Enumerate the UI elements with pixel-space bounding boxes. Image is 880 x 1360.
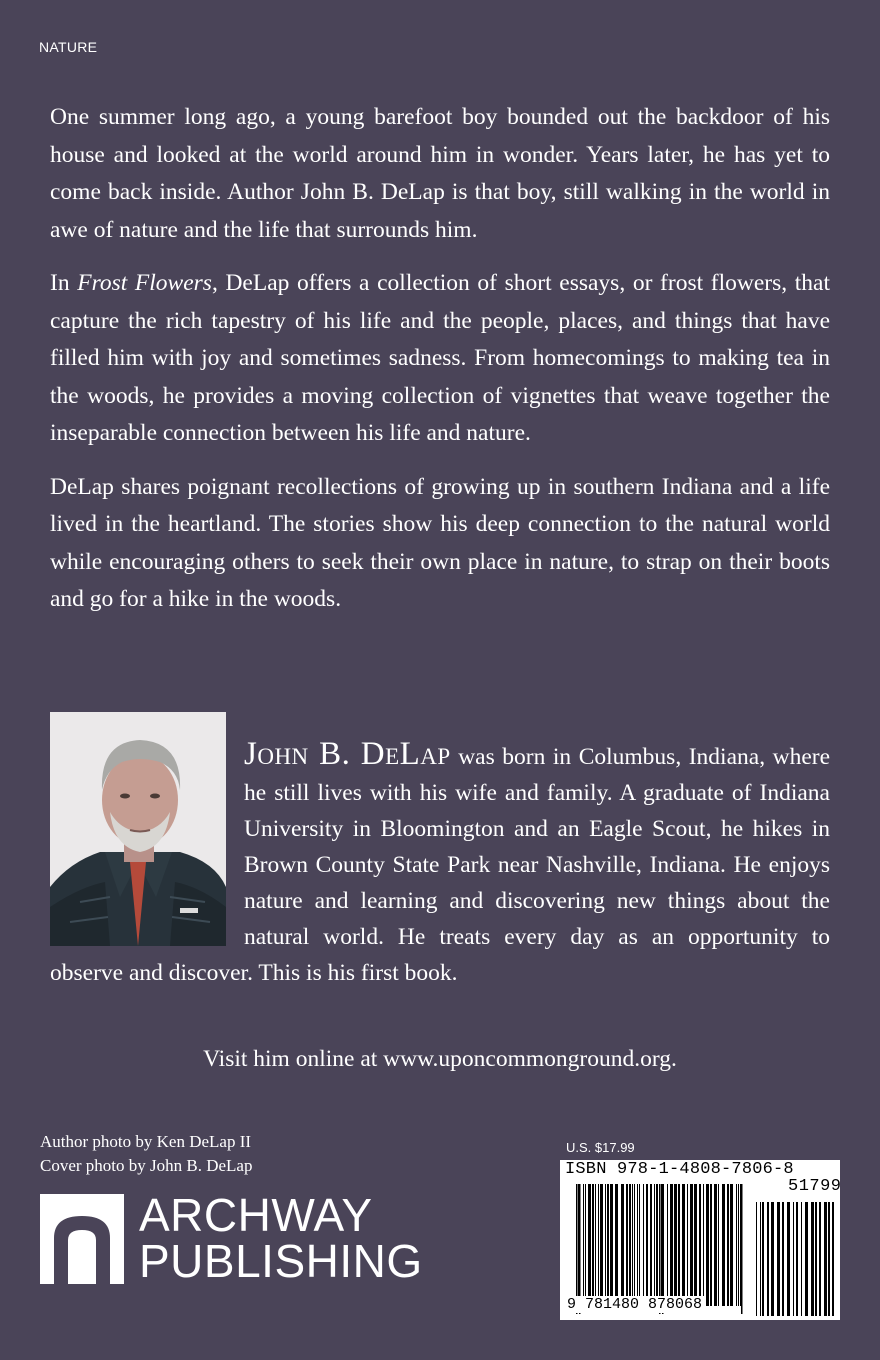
barcode-guard-bar <box>659 1184 661 1314</box>
barcode-bar <box>801 1202 802 1316</box>
barcode-bar <box>626 1184 628 1306</box>
barcode-bar <box>592 1184 594 1306</box>
barcode-bar <box>605 1184 606 1306</box>
barcode-bar <box>714 1184 717 1306</box>
barcode-bar <box>694 1184 697 1306</box>
barcode-bar <box>650 1184 652 1306</box>
barcode-guard-bar <box>579 1184 581 1314</box>
barcode-bar <box>656 1184 658 1306</box>
description-paragraph-2 <box>50 265 830 453</box>
author-bio-text: was born in Columbus, Indiana, where he still lives with his wife and family. A graduate of Indiana University in Bloomington and an Eagle Scout, he hikes in Brown County State Park near Nashville, Indiana. He enjoys nature and learning and discovering new things about the natural world. He treats every day as an opportunity to observe and discover. This is his first book. <box>50 744 831 986</box>
barcode-bar <box>600 1184 603 1306</box>
barcode-bar <box>637 1184 638 1306</box>
publisher-name-line2: PUBLISHING <box>139 1235 423 1287</box>
isbn-number: ISBN 978-1-4808-7806-8 <box>565 1160 794 1179</box>
barcode-bar <box>667 1184 668 1306</box>
barcode-bar <box>730 1184 733 1306</box>
barcode-bar <box>634 1184 635 1306</box>
barcode-bar <box>585 1184 586 1306</box>
barcode-bar <box>787 1202 790 1316</box>
barcode-bar <box>805 1202 808 1316</box>
barcode-bar <box>583 1184 584 1306</box>
publisher-name-line1: ARCHWAY <box>139 1189 373 1241</box>
book-title: Frost Flowers <box>77 270 212 296</box>
barcode-bar <box>815 1202 817 1316</box>
barcode-price-code: 51799 <box>788 1177 842 1196</box>
barcode-bar <box>670 1184 673 1306</box>
author-section <box>50 712 830 991</box>
barcode-bar <box>828 1202 830 1316</box>
cover-photo-credit: Cover photo by John B. DeLap <box>40 1156 253 1175</box>
barcode-bar <box>782 1202 784 1316</box>
barcode-bar <box>718 1184 719 1306</box>
barcode-bar <box>824 1202 827 1316</box>
price-label: U.S. $17.99 <box>566 1140 635 1155</box>
barcode-bar <box>588 1184 591 1306</box>
barcode-bar <box>678 1184 680 1306</box>
barcode-bar <box>595 1184 596 1306</box>
barcode-bar <box>615 1184 618 1306</box>
barcode-bar <box>646 1184 648 1306</box>
barcode-guard-bar <box>741 1184 743 1314</box>
author-photo-credit: Author photo by Ken DeLap II <box>40 1132 252 1151</box>
barcode-bar <box>738 1184 739 1306</box>
barcode-bar <box>756 1202 757 1316</box>
publisher-logo <box>40 1189 460 1288</box>
barcode-bar <box>793 1202 794 1316</box>
author-portrait-icon <box>50 712 226 946</box>
barcode-bar <box>796 1202 798 1316</box>
barcode-bar <box>703 1184 704 1306</box>
barcode-bar <box>811 1202 814 1316</box>
description-paragraph-1: One summer long ago, a young barefoot boy bounded out the backdoor of his house and looked at the world around him in wonder. Years later, he has yet to come back inside. Author John B. DeLap is that boy, still walking in the world in awe of nature and the life that surrounds him. <box>50 104 830 243</box>
author-photo <box>50 712 226 946</box>
barcode-bar <box>832 1202 834 1316</box>
barcode-bar <box>767 1202 769 1316</box>
category-label: NATURE <box>39 39 98 55</box>
photo-credits <box>40 1130 252 1178</box>
barcode-bar <box>682 1184 685 1306</box>
p2-rest: , DeLap offers a collection of short essays, or frost flowers, that capture the rich tapestry of his life and the people, places, and things that have filled him with joy and sometimes sadness. From homecomings to making tea in the woods, he provides a moving collection of vignettes that weave together the inseparable connection between his life and nature. <box>50 270 830 446</box>
barcode-bar <box>722 1184 725 1306</box>
barcode-bar <box>610 1184 613 1306</box>
barcode-bar <box>736 1184 737 1306</box>
p2-prefix: In <box>50 270 78 296</box>
barcode-bar <box>760 1202 761 1316</box>
barcode-bar <box>632 1184 633 1306</box>
arch-icon <box>40 1194 124 1284</box>
barcode <box>560 1160 840 1320</box>
barcode-bar <box>607 1184 609 1306</box>
barcode-bar <box>777 1202 780 1316</box>
barcode-bar <box>687 1184 688 1306</box>
author-name: John B. DeLap <box>244 736 451 772</box>
barcode-bar <box>710 1184 712 1306</box>
barcode-bar <box>727 1184 729 1306</box>
barcode-bar <box>762 1202 764 1316</box>
barcode-guard-bar <box>662 1184 664 1314</box>
ean-digits: 9 781480 878068 <box>567 1296 703 1313</box>
barcode-bar <box>621 1184 624 1306</box>
barcode-bar <box>639 1184 640 1306</box>
book-description <box>50 99 830 619</box>
description-paragraph-3: DeLap shares poignant recollections of growing up in southern Indiana and a life lived in the heartland. The stories show his deep connection to the natural world while encouraging others to seek their own place in nature, to strap on their boots and go for a hike in the woods. <box>50 473 830 612</box>
barcode-bar <box>706 1184 709 1306</box>
author-website: Visit him online at www.uponcommonground.org. <box>203 1046 677 1072</box>
barcode-bar <box>699 1184 701 1306</box>
barcode-bar <box>690 1184 693 1306</box>
barcode-guard-bar <box>576 1184 578 1314</box>
barcode-bar <box>598 1184 599 1306</box>
barcode-bar <box>643 1184 644 1306</box>
barcode-bar <box>629 1184 631 1306</box>
barcode-bar <box>654 1184 655 1306</box>
barcode-bar <box>771 1202 774 1316</box>
barcode-bar <box>674 1184 677 1306</box>
barcode-bar <box>819 1202 821 1316</box>
